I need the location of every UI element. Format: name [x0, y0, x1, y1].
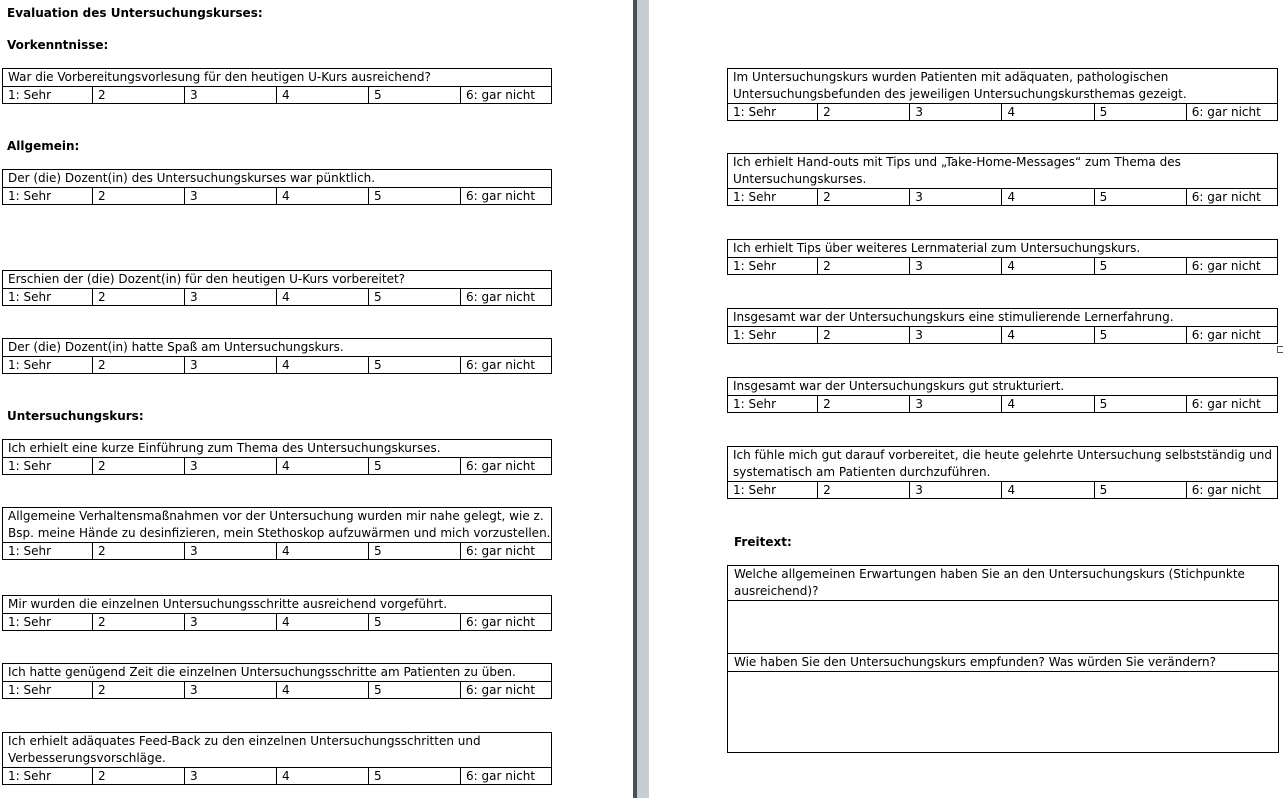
rating-option-3[interactable]: 3 [185, 768, 277, 785]
rating-option-6[interactable]: 6: gar nicht [461, 188, 552, 205]
rating-option-6[interactable]: 6: gar nicht [1186, 396, 1277, 413]
left-question-text-5: Ich erhielt eine kurze Einführung zum Thema des Untersuchungskurses. [3, 440, 552, 458]
rating-option-1[interactable]: 1: Sehr [3, 543, 93, 560]
rating-option-2[interactable]: 2 [93, 768, 185, 785]
rating-option-6[interactable]: 6: gar nicht [461, 543, 552, 560]
rating-option-5[interactable]: 5 [1094, 258, 1186, 275]
left-question-block-8 [2, 663, 552, 699]
rating-option-1[interactable]: 1: Sehr [3, 357, 93, 374]
rating-option-3[interactable]: 3 [910, 396, 1002, 413]
left-question-text-3: Erschien der (die) Dozent(in) für den heutigen U-Kurs vorbereitet? [3, 271, 552, 289]
rating-option-1[interactable]: 1: Sehr [728, 327, 818, 344]
rating-option-5[interactable]: 5 [369, 87, 461, 104]
rating-option-4[interactable]: 4 [277, 357, 369, 374]
section-heading-vorkenntnisse: Vorkenntnisse: [7, 38, 109, 52]
rating-option-2[interactable]: 2 [93, 682, 185, 699]
page-gap [637, 0, 649, 798]
rating-option-4[interactable]: 4 [277, 458, 369, 475]
rating-option-3[interactable]: 3 [910, 189, 1002, 206]
right-question-text-4: Insgesamt war der Untersuchungskurs eine stimulierende Lernerfahrung. [728, 309, 1278, 327]
document-title: Evaluation des Untersuchungskurses: [7, 6, 263, 20]
rating-option-4[interactable]: 4 [277, 543, 369, 560]
freitext-answer-field-1[interactable] [728, 601, 1279, 654]
rating-option-5[interactable]: 5 [1094, 327, 1186, 344]
left-question-block-5 [2, 439, 552, 475]
rating-option-1[interactable]: 1: Sehr [3, 188, 93, 205]
rating-option-4[interactable]: 4 [1002, 327, 1094, 344]
rating-option-6[interactable]: 6: gar nicht [1186, 189, 1277, 206]
left-question-text-1: War die Vorbereitungsvorlesung für den heutigen U-Kurs ausreichend? [3, 69, 552, 87]
right-question-text-2: Ich erhielt Hand-outs mit Tips und „Take-Home-Messages“ zum Thema des Untersuchungskurses. [728, 154, 1278, 189]
rating-option-5[interactable]: 5 [369, 357, 461, 374]
rating-option-2[interactable]: 2 [93, 289, 185, 306]
rating-option-5[interactable]: 5 [369, 614, 461, 631]
rating-option-3[interactable]: 3 [910, 327, 1002, 344]
left-question-block-7 [2, 595, 552, 631]
left-question-block-3 [2, 270, 552, 306]
rating-option-1[interactable]: 1: Sehr [3, 87, 93, 104]
freitext-question-1: Welche allgemeinen Erwartungen haben Sie an den Untersuchungskurs (Stichpunkte ausreichend)? [728, 566, 1279, 601]
rating-option-6[interactable]: 6: gar nicht [1186, 327, 1277, 344]
rating-option-3[interactable]: 3 [185, 682, 277, 699]
rating-option-5[interactable]: 5 [369, 458, 461, 475]
left-question-text-7: Mir wurden die einzelnen Untersuchungsschritte ausreichend vorgeführt. [3, 596, 552, 614]
rating-option-4[interactable]: 4 [1002, 258, 1094, 275]
rating-option-2[interactable]: 2 [93, 87, 185, 104]
rating-option-2[interactable]: 2 [93, 357, 185, 374]
freitext-table [727, 565, 1279, 753]
rating-option-4[interactable]: 4 [1002, 104, 1094, 121]
right-question-block-6 [727, 446, 1278, 499]
rating-option-6[interactable]: 6: gar nicht [1186, 104, 1277, 121]
rating-option-4[interactable]: 4 [277, 682, 369, 699]
left-question-text-6: Allgemeine Verhaltensmaßnahmen vor der Untersuchung wurden mir nahe gelegt, wie z. Bsp. meine Hände zu desinfizieren, mein Stethoskop aufzuwärmen und mich vorzustellen. [3, 508, 552, 543]
rating-option-5[interactable]: 5 [369, 682, 461, 699]
rating-option-3[interactable]: 3 [185, 614, 277, 631]
rating-option-2[interactable]: 2 [818, 327, 910, 344]
rating-option-4[interactable]: 4 [1002, 189, 1094, 206]
left-question-block-9 [2, 732, 552, 785]
rating-option-2[interactable]: 2 [818, 104, 910, 121]
rating-option-3[interactable]: 3 [185, 87, 277, 104]
rating-option-1[interactable]: 1: Sehr [3, 768, 93, 785]
table-resize-handle[interactable] [1277, 346, 1283, 353]
left-question-block-1 [2, 68, 552, 104]
rating-option-3[interactable]: 3 [910, 482, 1002, 499]
rating-option-5[interactable]: 5 [369, 188, 461, 205]
section-heading-untersuchungskurs: Untersuchungskurs: [7, 409, 144, 423]
rating-option-3[interactable]: 3 [910, 104, 1002, 121]
rating-option-6[interactable]: 6: gar nicht [461, 87, 552, 104]
rating-option-4[interactable]: 4 [1002, 396, 1094, 413]
rating-option-1[interactable]: 1: Sehr [3, 614, 93, 631]
section-heading-freitext: Freitext: [734, 535, 792, 549]
rating-option-2[interactable]: 2 [818, 396, 910, 413]
rating-option-3[interactable]: 3 [910, 258, 1002, 275]
rating-option-4[interactable]: 4 [1002, 482, 1094, 499]
rating-option-2[interactable]: 2 [93, 543, 185, 560]
left-question-block-4 [2, 338, 552, 374]
rating-option-2[interactable]: 2 [818, 482, 910, 499]
rating-option-4[interactable]: 4 [277, 87, 369, 104]
left-question-block-2 [2, 169, 552, 205]
rating-option-1[interactable]: 1: Sehr [3, 458, 93, 475]
left-question-text-8: Ich hatte genügend Zeit die einzelnen Untersuchungsschritte am Patienten zu üben. [3, 664, 552, 682]
rating-option-4[interactable]: 4 [277, 614, 369, 631]
rating-option-2[interactable]: 2 [93, 188, 185, 205]
left-question-text-2: Der (die) Dozent(in) des Untersuchungskurses war pünktlich. [3, 170, 552, 188]
rating-option-4[interactable]: 4 [277, 768, 369, 785]
rating-option-6[interactable]: 6: gar nicht [461, 289, 552, 306]
rating-option-2[interactable]: 2 [818, 258, 910, 275]
rating-option-1[interactable]: 1: Sehr [728, 396, 818, 413]
section-heading-allgemein: Allgemein: [7, 139, 80, 153]
rating-option-5[interactable]: 5 [1094, 482, 1186, 499]
rating-option-3[interactable]: 3 [185, 543, 277, 560]
right-question-text-5: Insgesamt war der Untersuchungskurs gut strukturiert. [728, 378, 1278, 396]
rating-option-4[interactable]: 4 [277, 289, 369, 306]
rating-option-3[interactable]: 3 [185, 458, 277, 475]
rating-option-6[interactable]: 6: gar nicht [461, 682, 552, 699]
right-question-block-2 [727, 153, 1278, 206]
freitext-question-2: Wie haben Sie den Untersuchungskurs empfunden? Was würden Sie verändern? [728, 654, 1279, 672]
rating-option-3[interactable]: 3 [185, 289, 277, 306]
rating-option-2[interactable]: 2 [93, 614, 185, 631]
rating-option-6[interactable]: 6: gar nicht [1186, 258, 1277, 275]
left-question-text-4: Der (die) Dozent(in) hatte Spaß am Untersuchungskurs. [3, 339, 552, 357]
rating-option-5[interactable]: 5 [369, 768, 461, 785]
right-question-block-5 [727, 377, 1278, 413]
rating-option-6[interactable]: 6: gar nicht [461, 768, 552, 785]
rating-option-6[interactable]: 6: gar nicht [1186, 482, 1277, 499]
right-question-block-3 [727, 239, 1278, 275]
rating-option-2[interactable]: 2 [818, 189, 910, 206]
freitext-answer-field-2[interactable] [728, 672, 1279, 753]
rating-option-1[interactable]: 1: Sehr [3, 682, 93, 699]
rating-option-1[interactable]: 1: Sehr [728, 258, 818, 275]
left-question-block-6 [2, 507, 552, 560]
rating-option-5[interactable]: 5 [1094, 104, 1186, 121]
left-question-text-9: Ich erhielt adäquates Feed-Back zu den einzelnen Untersuchungsschritten und Verbesserungsvorschläge. [3, 733, 552, 768]
rating-option-3[interactable]: 3 [185, 188, 277, 205]
rating-option-1[interactable]: 1: Sehr [728, 104, 818, 121]
rating-option-5[interactable]: 5 [1094, 396, 1186, 413]
rating-option-5[interactable]: 5 [369, 543, 461, 560]
rating-option-1[interactable]: 1: Sehr [728, 189, 818, 206]
rating-option-5[interactable]: 5 [369, 289, 461, 306]
rating-option-2[interactable]: 2 [93, 458, 185, 475]
rating-option-3[interactable]: 3 [185, 357, 277, 374]
rating-option-6[interactable]: 6: gar nicht [461, 458, 552, 475]
rating-option-6[interactable]: 6: gar nicht [461, 614, 552, 631]
rating-option-1[interactable]: 1: Sehr [3, 289, 93, 306]
rating-option-6[interactable]: 6: gar nicht [461, 357, 552, 374]
right-question-text-1: Im Untersuchungskurs wurden Patienten mit adäquaten, pathologischen Untersuchungsbefunden des jeweiligen Untersuchungskursthemas gezeigt. [728, 69, 1278, 104]
right-question-text-3: Ich erhielt Tips über weiteres Lernmaterial zum Untersuchungskurs. [728, 240, 1278, 258]
right-question-block-1 [727, 68, 1278, 121]
rating-option-1[interactable]: 1: Sehr [728, 482, 818, 499]
right-question-block-4 [727, 308, 1278, 344]
rating-option-5[interactable]: 5 [1094, 189, 1186, 206]
right-question-text-6: Ich fühle mich gut darauf vorbereitet, die heute gelehrte Untersuchung selbstständig und systematisch am Patienten durchzuführen. [728, 447, 1278, 482]
rating-option-4[interactable]: 4 [277, 188, 369, 205]
